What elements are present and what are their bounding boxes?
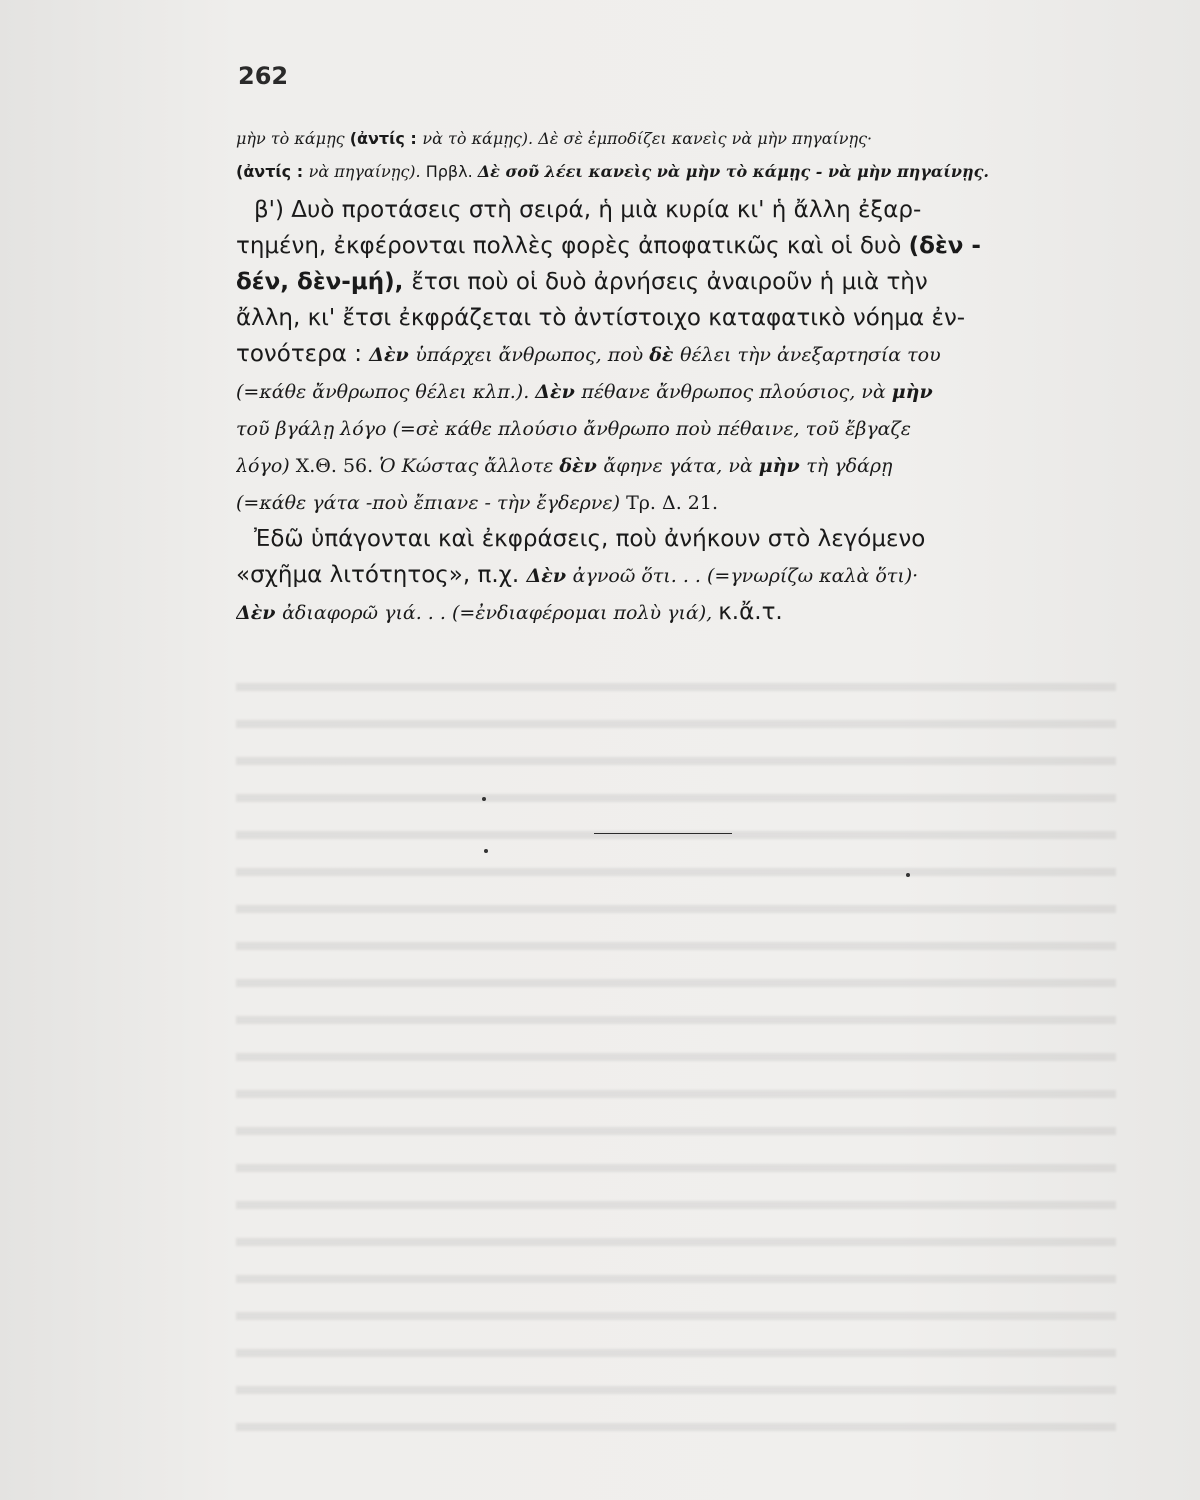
example-text: ὑπάρχει ἄνθρωπος, ποὺ	[415, 344, 650, 366]
example-text: ἄφηνε γάτα, νὰ	[603, 455, 759, 477]
example-text: Δὲ σοῦ λέει κανεὶς νὰ μὴν τὸ κάμῃς - νὰ μὴν πηγαίνῃς.	[477, 162, 989, 181]
speck	[484, 849, 488, 853]
example-gloss: (ἀντίς :	[236, 162, 309, 181]
paragraph-c-line-3	[236, 594, 1116, 631]
example-line-2	[236, 155, 1116, 188]
example-text: (=κάθε γάτα -ποὺ ἔπιανε - τὴν ἔγδερνε)	[236, 492, 627, 514]
example-gloss: (ἀντίς :	[349, 129, 423, 148]
example-text: ἀγνοῶ ὅτι. . . (=γνωρίζω καλὰ ὅτι)·	[572, 565, 919, 587]
example-text: Ὁ Κώστας ἄλλοτε	[379, 455, 560, 477]
paragraph-b-line-8	[236, 447, 1116, 484]
speck	[906, 873, 910, 877]
text-run: κ.ἄ.τ.	[718, 599, 783, 625]
text-run: «σχῆμα λιτότητος», π.χ.	[236, 562, 527, 588]
text-run: τονότερα :	[236, 341, 370, 367]
paragraph-c-line-2	[236, 557, 1116, 594]
speck	[482, 797, 486, 801]
bold-term: μὴν	[758, 455, 807, 477]
example-line-1	[236, 122, 1116, 155]
paragraph-b-line-9	[236, 484, 1116, 521]
text-run: τημένη, ἐκφέρονται πολλὲς φορὲς ἀποφατικῶς καὶ οἱ δυὸ	[236, 233, 909, 259]
paragraph-b-line-7	[236, 410, 1116, 447]
example-text: τοῦ βγάλῃ λόγο (=σὲ κάθε πλούσιο ἄνθρωπο ποὺ πέθαινε, τοῦ ἔβγαζε	[236, 418, 912, 440]
bold-term: Δὲν	[369, 344, 416, 366]
bold-term: Δὲν	[526, 565, 573, 587]
example-text: του	[907, 344, 941, 366]
bold-term: δὲ	[649, 344, 681, 366]
example-text: θέλει τὴν	[680, 344, 777, 366]
paragraph-c-line-1: Ἐδῶ ὑπάγονται καὶ ἐκφράσεις, ποὺ ἀνήκουν στὸ λεγόμενο	[254, 526, 926, 552]
text-run: ἔτσι ποὺ οἱ δυὸ ἀρνήσεις ἀναιροῦν ἡ μιὰ τὴν	[411, 269, 928, 295]
paragraph-b-line-2	[236, 228, 1116, 264]
paragraph-b-line-1: β') Δυὸ προτάσεις στὴ σειρά, ἡ μιὰ κυρία κι' ἡ ἄλλη ἐξαρ-	[254, 197, 922, 223]
example-text: νὰ τὸ κάμῃς). Δὲ σὲ ἐμποδίζει κανεὶς νὰ μὴν πηγαίνῃς·	[422, 129, 873, 148]
paragraph-b-line-4: ἄλλη, κι' ἔτσι ἐκφράζεται τὸ ἀντίστοιχο καταφατικὸ νόημα ἐν-	[236, 305, 966, 331]
example-text: λόγο)	[236, 455, 296, 477]
example-text: πέθανε ἄνθρωπος πλούσιος, νὰ	[581, 381, 892, 403]
bold-term: δέν, δὲν-μή),	[236, 269, 412, 295]
page-body	[236, 122, 1116, 631]
section-divider	[594, 833, 732, 834]
paragraph-b-line-6	[236, 373, 1116, 410]
example-text: ἀνεξαρτησία	[776, 344, 908, 366]
bleed-through-text	[236, 665, 1116, 1445]
example-text: τὴ γδάρῃ	[806, 455, 893, 477]
example-text: ἀδιαφορῶ γιά. . . (=ἐνδιαφέρομαι πολὺ γιά),	[282, 602, 719, 624]
bold-term: Δὲν	[535, 381, 582, 403]
source-reference: Χ.Θ. 56.	[295, 455, 380, 477]
bold-term: μὴν	[891, 381, 933, 403]
bold-term: Δὲν	[236, 602, 283, 624]
paragraph-b-line-3	[236, 264, 1116, 300]
bold-term: δὲν	[559, 455, 604, 477]
bold-term: (δὲν -	[908, 233, 981, 259]
page-number: 262	[238, 62, 289, 90]
source-reference: Τρ. Δ. 21.	[626, 492, 719, 514]
compare-label: Πρβλ.	[425, 162, 478, 181]
example-text: (=κάθε ἄνθρωπος θέλει κλπ.).	[236, 381, 536, 403]
example-text: νὰ πηγαίνῃς).	[308, 162, 426, 181]
example-text: μὴν τὸ κάμῃς	[236, 129, 350, 148]
paragraph-b-line-5	[236, 336, 1116, 373]
